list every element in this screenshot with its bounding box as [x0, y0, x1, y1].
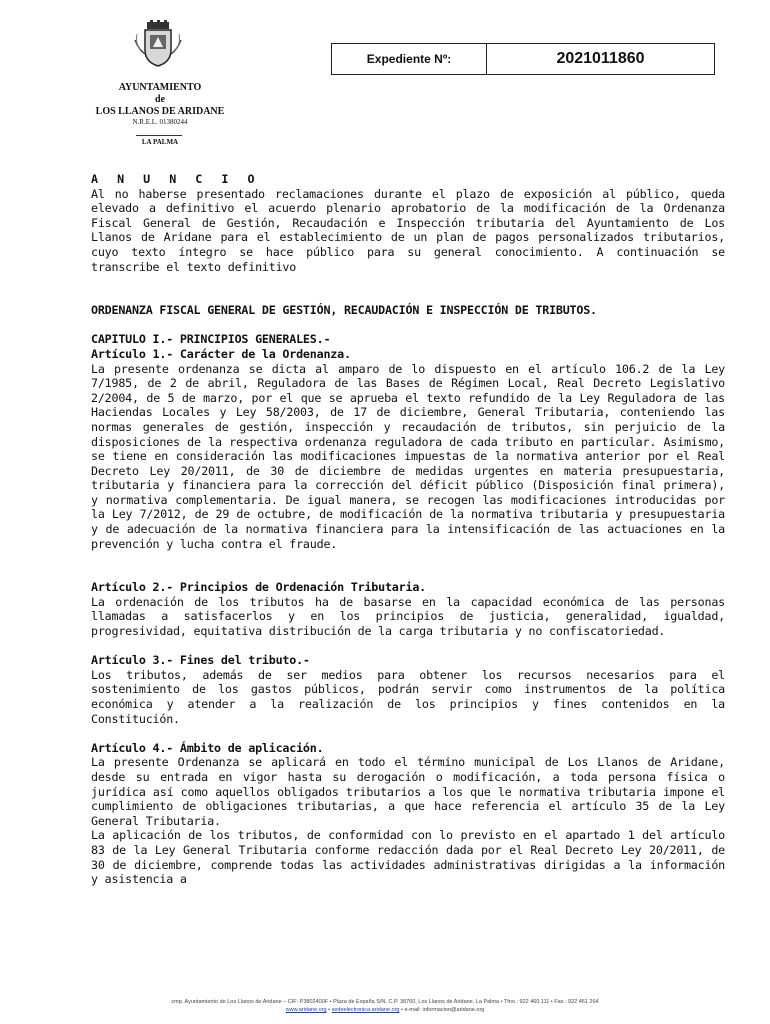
document-body: [91, 172, 725, 887]
article-1-text: La presente ordenanza se dicta al amparo de lo dispuesto en el artículo 106.2 de la Ley 7/1985, de 2 de abril, Reguladora de las Bases de Régimen Local, Real Decreto Legislativo 2/2004, de 5 de marzo, por el que se aprueba el texto refundido de la Ley Reguladora de las Haciendas Locales y Ley 58/2003, de 17 de diciembre, General Tributaria, conteniendo las normas generales de gestión, inspección y recaudación de tributos, sin perjuicio de la disposiciones de la respectiva ordenanza reguladora de cada tributo en particular. Asimismo, se tiene en consideración las modificaciones impuestas de la normativa anterior por el Real Decreto Ley 20/2011, de 30 de diciembre de medidas urgentes en materia presupuestaria, tributaria y financiera para la corrección del déficit público (Disposición final primera), y normativa complementaria. De igual manera, se recogen las modificaciones introducidas por la Ley 7/2012, de 29 de octubre, de modificación de la normativa tributaria y presupuestaria y de adecuación de la normativa financiera para la intensificación de las actuaciones en la prevención y lucha contra el fraude.: [91, 361, 725, 551]
org-nrel: N.R.E.L. 01380244: [132, 118, 188, 126]
footer-email: • e-mail: informacion@aridane.org: [399, 1007, 485, 1013]
org-name: [82, 82, 238, 118]
org-name-line2: de: [155, 94, 165, 105]
org-divider: [136, 135, 182, 136]
article-3-text: Los tributos, además de ser medios para obtener los recursos necesarios para el sostenimiento de los gastos públicos, podrán servir como instrumentos de la política económica y atender a la realización de los principios y fines contenidos en la Constitución.: [91, 667, 725, 726]
article-2-heading: Artículo 2.- Principios de Ordenación Tributaria.: [91, 580, 426, 595]
footer-contact: [60, 1006, 710, 1014]
page-footer: [60, 998, 710, 1014]
expediente-label: Expediente Nº:: [332, 44, 487, 74]
footer-sede-link[interactable]: sedeelectronica.aridane.org: [331, 1007, 400, 1013]
expediente-box: [331, 43, 715, 75]
article-4-heading: Artículo 4.- Ámbito de aplicación.: [91, 740, 324, 755]
document-title: A N U N C I O: [91, 172, 261, 186]
article-1-heading: Artículo 1.- Carácter de la Ordenanza.: [91, 346, 351, 361]
footer-address: cmp. Ayuntamiento de Los Llanos de Aridane – CIF: P3802400F • Plaza de España S/N, C.P. 38760, Los Llanos de Aridane, La Palma • Tfno.: 922 460 111 • Fax.: 922 461 264: [171, 999, 599, 1005]
article-2-text: La ordenación de los tributos ha de basarse en la capacidad económica de las personas llamadas a satisfacerlos y en los principios de justicia, generalidad, igualdad, progresividad, equitativa distribución de la carga tributaria y no confiscatoriedad.: [91, 594, 725, 639]
expediente-number: 2021011860: [556, 50, 645, 67]
footer-separator: •: [326, 1007, 332, 1013]
ordinance-title: ORDENANZA FISCAL GENERAL DE GESTIÓN, RECAUDACIÓN E INSPECCIÓN DE TRIBUTOS.: [91, 303, 597, 318]
org-name-line3: LOS LLANOS DE ARIDANE: [95, 106, 225, 117]
article-4-text: La presente Ordenanza se aplicará en todo el término municipal de Los Llanos de Aridane, desde su entrada en vigor hasta su derogación o modificación, a toda persona física o jurídica así como aquellos obligados tributarios a los que le normativa tributaria impone el cumplimiento de obligaciones tributarias, a que hace referencia el artículo 35 de la Ley General Tributaria.: [91, 755, 725, 828]
coat-of-arms-logo: [133, 20, 183, 68]
footer-website-link[interactable]: www.aridane.org: [285, 1007, 327, 1013]
org-island: LA PALMA: [141, 138, 179, 146]
article-3-heading: Artículo 3.- Fines del tributo.-: [91, 653, 310, 668]
intro-paragraph: Al no haberse presentado reclamaciones durante el plazo de exposición al público, queda elevado a definitivo el acuerdo plenario aprobatorio de la modificación de la Ordenanza Fiscal General de Gestión, Recaudación e Inspección tributaria del Ayuntamiento de Los Llanos de Aridane para el establecimiento de un plan de pagos personalizados tributarios, cuyo texto íntegro se hace público para su general conocimiento. A continuación se transcribe el texto definitivo: [91, 186, 725, 274]
article-4-text-continued: La aplicación de los tributos, de conformidad con lo previsto en el apartado 1 del artículo 83 de la Ley General Tributaria conforme redacción dada por el Real Decreto Ley 20/2011, de 30 de diciembre, comprende todas las actividades administrativas dirigidas a la información y asistencia a: [91, 828, 725, 887]
chapter-heading: CAPITULO I.- PRINCIPIOS GENERALES.-: [91, 332, 331, 347]
org-name-line1: AYUNTAMIENTO: [118, 82, 202, 93]
